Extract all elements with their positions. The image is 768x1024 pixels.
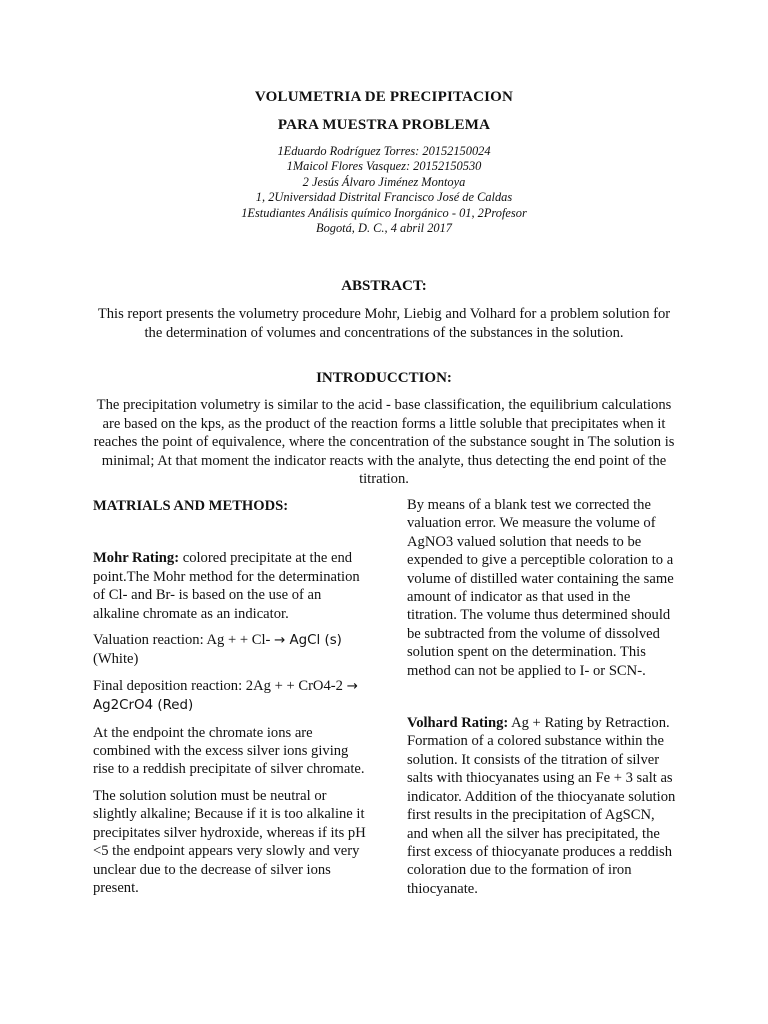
affiliation-line: 1Estudiantes Análisis químico Inorgánico - 01, 2Profesor bbox=[241, 205, 527, 220]
author-line: 1Eduardo Rodríguez Torres: 20152150024 bbox=[277, 144, 491, 158]
mohr-paragraph bbox=[93, 549, 367, 623]
affiliation-line: 1, 2Universidad Distrital Francisco José de Caldas bbox=[255, 190, 513, 205]
introduction-heading: INTRODUCCTION: bbox=[316, 370, 452, 386]
mohr-label: Mohr Rating: bbox=[93, 550, 180, 567]
date-line: Bogotá, D. C., 4 abril 2017 bbox=[316, 221, 452, 236]
volhard-paragraph bbox=[407, 714, 677, 898]
valuation-end: (White) bbox=[93, 651, 139, 668]
solution-paragraph: The solution solution must be neutral or slightly alkaline; Because if it is too alkaline it precipitates silver hydroxide, whereas if its pH <5 the endpoint appears very slowly and very unclear due to the decrease of silver ions present. bbox=[93, 787, 366, 896]
methods-heading: MATRIALS AND METHODS: bbox=[93, 498, 289, 514]
valuation-text: Valuation reaction: Ag + + Cl- bbox=[93, 632, 275, 649]
final-deposition-reaction bbox=[93, 677, 367, 716]
volhard-text: Ag + Rating by Retraction. Formation of a colored substance within the solution. It consists of the titration of silver salts with thiocyanates using an Fe + 3 salt as indicator. Addition of the thiocyanate solution first results in the precipitation of AgSCN, and when all the silver has precipitated, the first excess of thiocyanate produces a reddish coloration due to the formation of iron thiocyanate. bbox=[407, 715, 676, 897]
mohr-text: colored precipitate at the end point.The Mohr method for the determination of Cl- and Br- is based on the use of an alkaline chromate as an indicator. bbox=[93, 550, 360, 622]
endpoint-paragraph: At the endpoint the chromate ions are combined with the excess silver ions giving rise to a reddish precipitate of silver chromate. bbox=[93, 724, 365, 778]
author-line: 1Maicol Flores Vasquez: 20152150530 bbox=[286, 159, 482, 174]
volhard-label: Volhard Rating: bbox=[407, 715, 509, 732]
abstract-text: This report presents the volumetry procedure Mohr, Liebig and Volhard for a problem solution for the determination of volumes and concentrations of the substances in the solution. bbox=[97, 306, 671, 341]
left-column bbox=[93, 497, 367, 905]
final-text: Final deposition reaction: 2Ag + + CrO4-2 bbox=[93, 677, 347, 694]
blank-test-paragraph: By means of a blank test we corrected the valuation error. We measure the volume of AgNO3 valued solution that needs to be expended to give a perceptible coloration to a volume of distilled water containing the same amount of indicator as that used in the titration. The volume thus determined should be subtracted from the volume of dissolved solution spent on the determination. This method can not be applied to I- or SCN-. bbox=[407, 497, 674, 679]
valuation-reaction bbox=[93, 631, 367, 669]
valuation-formula: → AgCl (s) bbox=[274, 633, 342, 649]
title-line-2: PARA MUESTRA PROBLEMA bbox=[277, 117, 491, 133]
right-column bbox=[407, 496, 677, 906]
introduction-text: The precipitation volumetry is similar to the acid - base classification, the equilibrium calculations are based on the kps, as the product of the reaction forms a little soluble that precipitates when it reaches the point of equivalence, where the concentration of the substance sought in The solution is minimal; At that moment the indicator reacts with the analyte, thus detecting the end point of the titration. bbox=[93, 397, 675, 487]
author-block bbox=[90, 144, 678, 236]
title-line-1: VOLUMETRIA DE PRECIPITACION bbox=[254, 89, 514, 105]
author-line: 2 Jesús Álvaro Jiménez Montoya bbox=[302, 174, 466, 189]
final-formula: → Ag2CrO4 (Red) bbox=[93, 678, 358, 714]
abstract-heading: ABSTRACT: bbox=[341, 278, 427, 294]
